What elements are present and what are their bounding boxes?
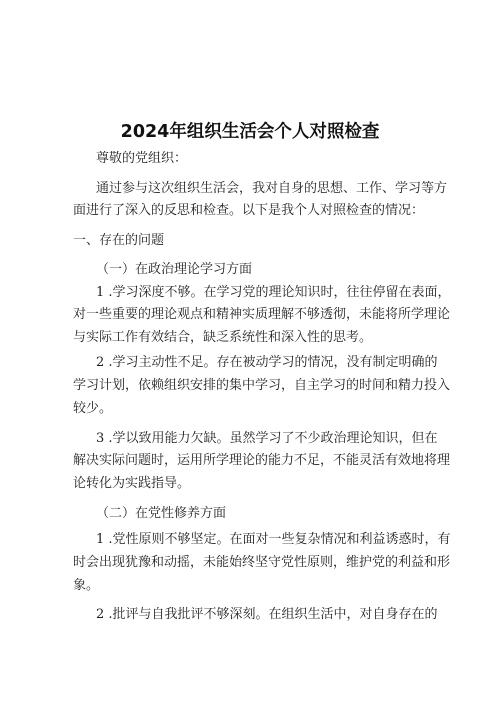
intro-paragraph-line: 面进行了深入的反思和检查。以下是我个人对照检查的情况： bbox=[73, 203, 425, 218]
item-paragraph-line: 2 .批评与自我批评不够深刻。在组织生活中，对自身存在的 bbox=[96, 607, 438, 622]
item-paragraph-line: 学习计划，依赖组织安排的集中学习，自主学习的时间和精力投入 bbox=[73, 378, 451, 393]
section-heading: 一、存在的问题 bbox=[73, 233, 165, 248]
item-paragraph-line: 论转化为实践指导。 bbox=[73, 476, 191, 491]
item-paragraph-line: 象。 bbox=[73, 578, 100, 593]
subsection-heading: （一）在政治理论学习方面 bbox=[96, 262, 253, 277]
item-paragraph-line: 与实际工作有效结合，缺乏系统性和深入性的思考。 bbox=[73, 330, 373, 345]
item-paragraph-line: 时会出现犹豫和动摇，未能始终坚守党性原则，维护党的利益和形 bbox=[73, 555, 451, 570]
item-paragraph-line: 3 .学以致用能力欠缺。虽然学习了不少政治理论知识，但在 bbox=[96, 431, 438, 446]
item-paragraph-line: 1 .党性原则不够坚定。在面对一些复杂情况和利益诱惑时，有 bbox=[96, 532, 451, 547]
intro-paragraph-line: 通过参与这次组织生活会，我对自身的思想、工作、学习等方 bbox=[96, 181, 448, 196]
document-title: 2024年组织生活会个人对照检查 bbox=[120, 122, 380, 142]
item-paragraph-line: 较少。 bbox=[73, 401, 113, 416]
subsection-heading: （二）在党性修养方面 bbox=[96, 506, 227, 521]
salutation: 尊敬的党组织： bbox=[96, 151, 188, 166]
item-paragraph-line: 对一些重要的理论观点和精神实质理解不够透彻，未能将所学理论 bbox=[73, 307, 451, 322]
item-paragraph-line: 解决实际问题时，运用所学理论的能力不足，不能灵活有效地将理 bbox=[73, 453, 451, 468]
item-paragraph-line: 1 .学习深度不够。在学习党的理论知识时，往往停留在表面， bbox=[96, 285, 451, 300]
item-paragraph-line: 2 .学习主动性不足。存在被动学习的情况，没有制定明确的 bbox=[96, 355, 438, 370]
